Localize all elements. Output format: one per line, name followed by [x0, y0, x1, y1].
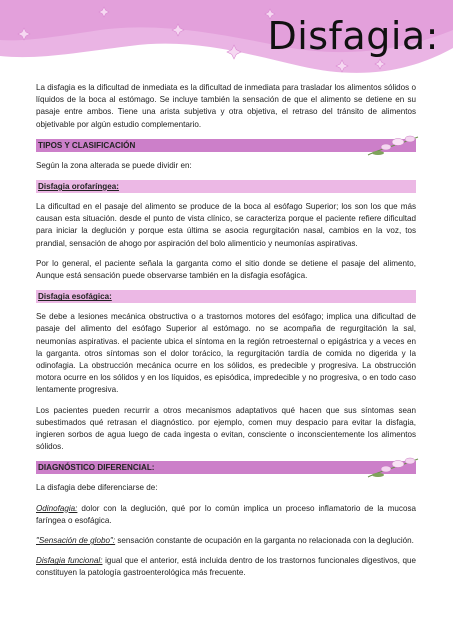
- section-heading-label: TIPOS Y CLASIFICACIÓN: [38, 140, 136, 150]
- item-term: "Sensación de globo":: [36, 536, 116, 546]
- subheading-label: Disfagia orofaríngea:: [38, 182, 119, 192]
- document-body: [36, 82, 416, 588]
- esofagica-paragraph-2: Los pacientes pueden recurrir a otros mecanismos adaptativos qué hacen que sus síntomas sean subestimados qué retrasan el diagnóstico. por ejemplo, comen muy despacio para evitar la disfagia, ingieren sorbos de agua luego de cada ingesta o evitan, consciente o inconscientemente los alimentos sólidos.: [36, 405, 416, 452]
- section-heading-label: DIAGNÓSTICO DIFERENCIAL:: [38, 463, 155, 473]
- esofagica-paragraph-1: Se debe a lesiones mecánica obstructiva o a trastornos motores del esófago; implica una dificultad de pasaje del alimento del esófago Superior al estómago. no se acompaña de regurgitación la sal, neumonías aspirativas. el paciente ubica el síntoma en la región retroesternal o epigástrica y a veces en la garganta. otros síntomas son el dolor torácico, la regurgitación tardía de comida no digerida y la odinofagia. La obstrucción mecánica ocurre en los sólidos, es predecible y progresiva. La obstrucción motora ocurre en los sólidos y en los líquidos, es episódica, impredecible y no progresiva, o en todo caso lentamente progresiva.: [36, 312, 416, 395]
- section-heading-diagnostico: [36, 461, 416, 474]
- subheading-esofagica: [36, 290, 416, 303]
- diagnostico-lead: La disfagia debe diferenciarse de:: [36, 483, 158, 493]
- orofaringea-paragraph-1: La dificultad en el pasaje del alimento se produce de la boca al esófago Superior; los son los que más causan esta situación. desde el punto de vista clínico, se caracteriza porque el paciente refiere dificultad para iniciar la deglución y porque esta última se asocia regurgitación nasal, cambios en la voz, tos prandial, sensación de ahogo por aspiración del bolo alimenticio y neumonías aspirativas.: [36, 202, 416, 248]
- diagnostico-item: [36, 503, 416, 527]
- diagnostico-item: [36, 535, 416, 547]
- orofaringea-paragraph-2: Por lo general, el paciente señala la garganta como el sitio donde se detiene el pasaje del alimento, Aunque está sensación puede observarse también en la disfagia esofágica.: [36, 258, 416, 281]
- item-term: Disfagia funcional:: [36, 556, 103, 566]
- diagnostico-item: [36, 555, 416, 579]
- item-text: sensación constante de ocupación en la garganta no relacionada con la deglución.: [115, 536, 414, 546]
- subheading-label: Disfagia esofágica:: [38, 292, 112, 302]
- orchid-icon: [366, 129, 420, 161]
- tipos-lead: Según la zona alterada se puede dividir en:: [36, 160, 192, 170]
- item-text: igual que el anterior, está incluida dentro de los trastornos funcionales digestivos, que constituyen la patología gastroenterológica más frecuente.: [36, 556, 416, 578]
- section-heading-tipos: [36, 139, 416, 152]
- page-title: Disfagia:: [267, 14, 439, 58]
- item-term: Odinofagia:: [36, 503, 78, 513]
- subheading-orofaringea: [36, 180, 416, 193]
- orchid-icon: [366, 451, 420, 483]
- item-text: dolor con la deglución, qué por lo común implica un proceso inflamatorio de la mucosa faríngea o esofágica.: [36, 503, 416, 525]
- intro-paragraph: La disfagia es la dificultad de inmediata es la dificultad de inmediata para trasladar los alimentos sólidos o líquidos de la boca al estómago. Se incluye también la sensación de que el alimento se detiene en su pasaje entre ambos. Tiene una arista subjetiva y otra objetiva, el retraso del tránsito de alimentos objetivable por algún estudio complementario.: [36, 83, 416, 129]
